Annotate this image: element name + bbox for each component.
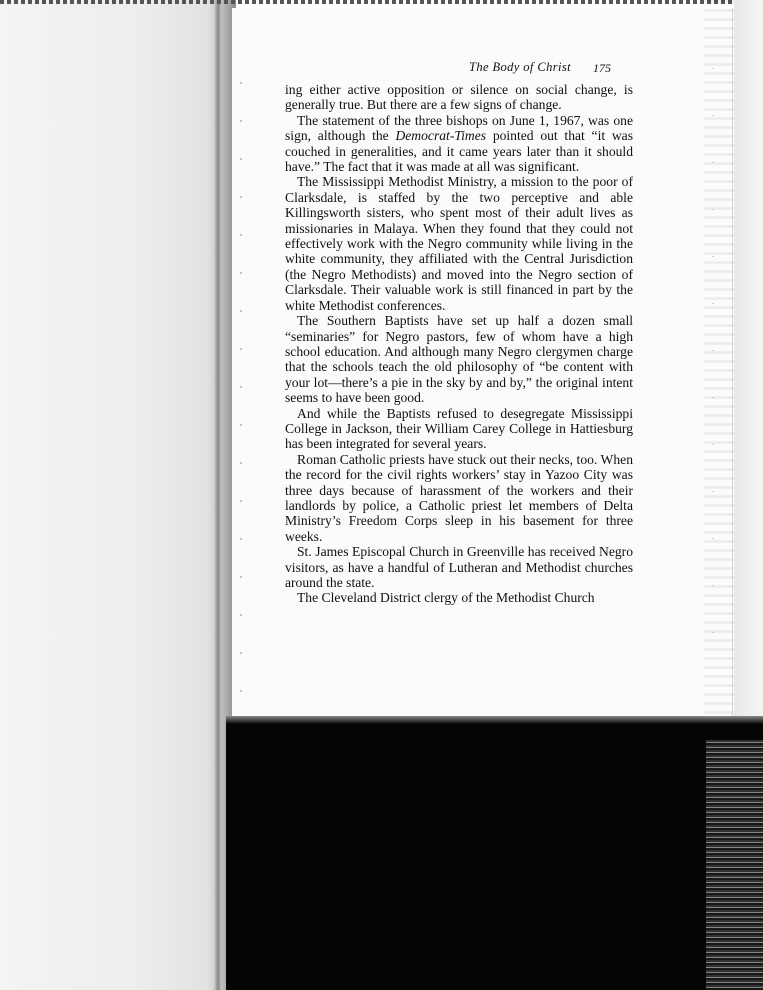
paragraph: The Cleveland District clergy of the Methodist Church bbox=[297, 590, 595, 606]
paragraph-text: The statement of the three bishops on June 1, 1967, was one sign, although the bbox=[285, 112, 633, 144]
newspaper-title: Democrat-Times bbox=[395, 128, 487, 144]
right-margin-marks bbox=[712, 40, 714, 660]
page-header bbox=[285, 59, 635, 77]
scanner-background bbox=[226, 716, 763, 990]
paragraph: The Southern Baptists have set up half a dozen small “seminaries” for Negro pastors, few of whom have a high school education. And although many Negro clergymen charge that the schools teach the old philosophy of “be content with your lot—there’s a pie in the sky by and by,” the original intent seems to have been good. bbox=[285, 313, 633, 406]
paragraph-text: pointed out that “it was couched in generalities, and it came years later than it should have.” The fact that it was made at all was significant. bbox=[285, 128, 634, 175]
paragraph bbox=[285, 113, 633, 175]
paragraph: The Mississippi Methodist Ministry, a mission to the poor of Clarksdale, is staffed by the two perceptive and able Killingsworth sisters, who spent most of their adult lives as missionaries in Malaya. When they found that they could not effectively work with the Negro community while living in the white community, they affiliated with the Central Jurisdiction (the Negro Methodists) and moved into the Negro section of Clarksdale. Their valuable work is still financed in part by the white Methodist conferences. bbox=[285, 174, 633, 313]
running-head: The Body of Christ bbox=[469, 60, 571, 74]
page-stack-edge bbox=[706, 740, 763, 990]
page-number: 175 bbox=[593, 61, 611, 75]
adjacent-page-edge bbox=[0, 0, 236, 990]
scan-top-border bbox=[0, 0, 763, 4]
left-margin-marks bbox=[240, 60, 242, 720]
paragraph: St. James Episcopal Church in Greenville has received Negro visitors, as have a handful of Lutheran and Methodist churches around the state. bbox=[285, 544, 633, 590]
body-text bbox=[285, 82, 633, 606]
page-fore-edge bbox=[704, 0, 734, 720]
paragraph: And while the Baptists refused to desegregate Mississippi College in Jackson, their William Carey College in Hattiesburg has been integrated for several years. bbox=[285, 405, 633, 452]
paragraph: ing either active opposition or silence on social change, is generally true. But there are a few signs of change. bbox=[285, 82, 633, 113]
paragraph: Roman Catholic priests have stuck out their necks, too. When the record for the civil rights workers’ stay in Yazoo City was three days because of harassment of the workers and their landlords by police, a Catholic priest let members of Delta Ministry’s Freedom Corps sleep in his basement for three weeks. bbox=[285, 451, 633, 544]
